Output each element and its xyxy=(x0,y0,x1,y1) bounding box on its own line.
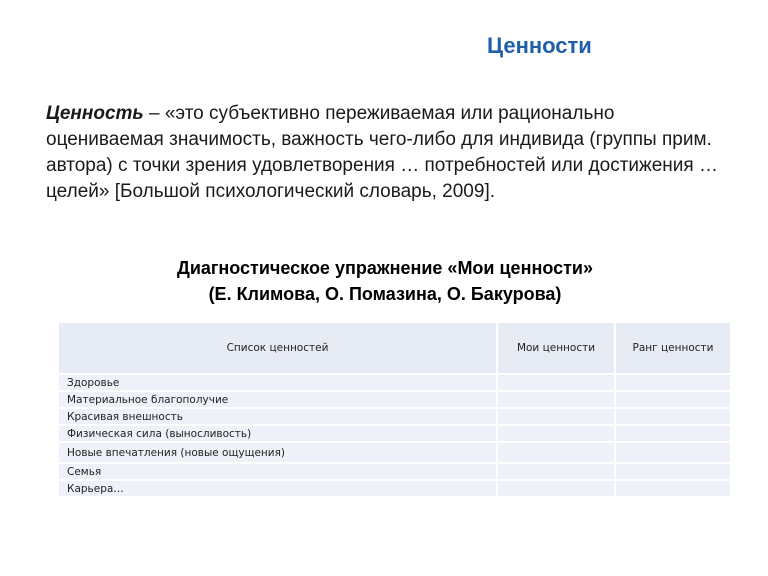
my-value-cell[interactable] xyxy=(497,442,615,463)
definition-term: Ценность xyxy=(46,103,144,124)
rank-cell[interactable] xyxy=(615,391,730,408)
definition-text: – «это субъективно переживаемая или рационально оцениваемая значимость, важность чего-либо для индивида (группы прим. автора) с точки зрения удовлетворения … потребностей или достижения … целей» [Большой психологический словарь, 2009]. xyxy=(46,103,718,202)
table-row xyxy=(59,425,730,442)
value-name-cell: Карьера… xyxy=(59,480,497,497)
table-row xyxy=(59,463,730,480)
table-row xyxy=(59,408,730,425)
rank-cell[interactable] xyxy=(615,425,730,442)
header-values-list: Список ценностей xyxy=(59,323,497,374)
header-my-values: Мои ценности xyxy=(497,323,615,374)
my-value-cell[interactable] xyxy=(497,463,615,480)
exercise-heading xyxy=(60,255,710,307)
exercise-authors: (Е. Климова, О. Помазина, О. Бакурова) xyxy=(208,284,562,304)
value-name-cell: Красивая внешность xyxy=(59,408,497,425)
my-value-cell[interactable] xyxy=(497,480,615,497)
table-header-row xyxy=(59,323,730,374)
table-row xyxy=(59,391,730,408)
my-value-cell[interactable] xyxy=(497,391,615,408)
value-name-cell: Материальное благополучие xyxy=(59,391,497,408)
table-row xyxy=(59,442,730,463)
table-row xyxy=(59,480,730,497)
values-table xyxy=(59,323,730,498)
value-name-cell: Здоровье xyxy=(59,374,497,391)
table-row xyxy=(59,374,730,391)
my-value-cell[interactable] xyxy=(497,408,615,425)
rank-cell[interactable] xyxy=(615,480,730,497)
header-value-rank: Ранг ценности xyxy=(615,323,730,374)
value-name-cell: Физическая сила (выносливость) xyxy=(59,425,497,442)
value-name-cell: Семья xyxy=(59,463,497,480)
rank-cell[interactable] xyxy=(615,463,730,480)
rank-cell[interactable] xyxy=(615,442,730,463)
slide-title: Ценности xyxy=(487,33,592,58)
my-value-cell[interactable] xyxy=(497,374,615,391)
exercise-title: Диагностическое упражнение «Мои ценности» xyxy=(177,258,593,278)
definition-paragraph xyxy=(46,101,736,205)
my-value-cell[interactable] xyxy=(497,425,615,442)
rank-cell[interactable] xyxy=(615,374,730,391)
rank-cell[interactable] xyxy=(615,408,730,425)
value-name-cell: Новые впечатления (новые ощущения) xyxy=(59,442,497,463)
